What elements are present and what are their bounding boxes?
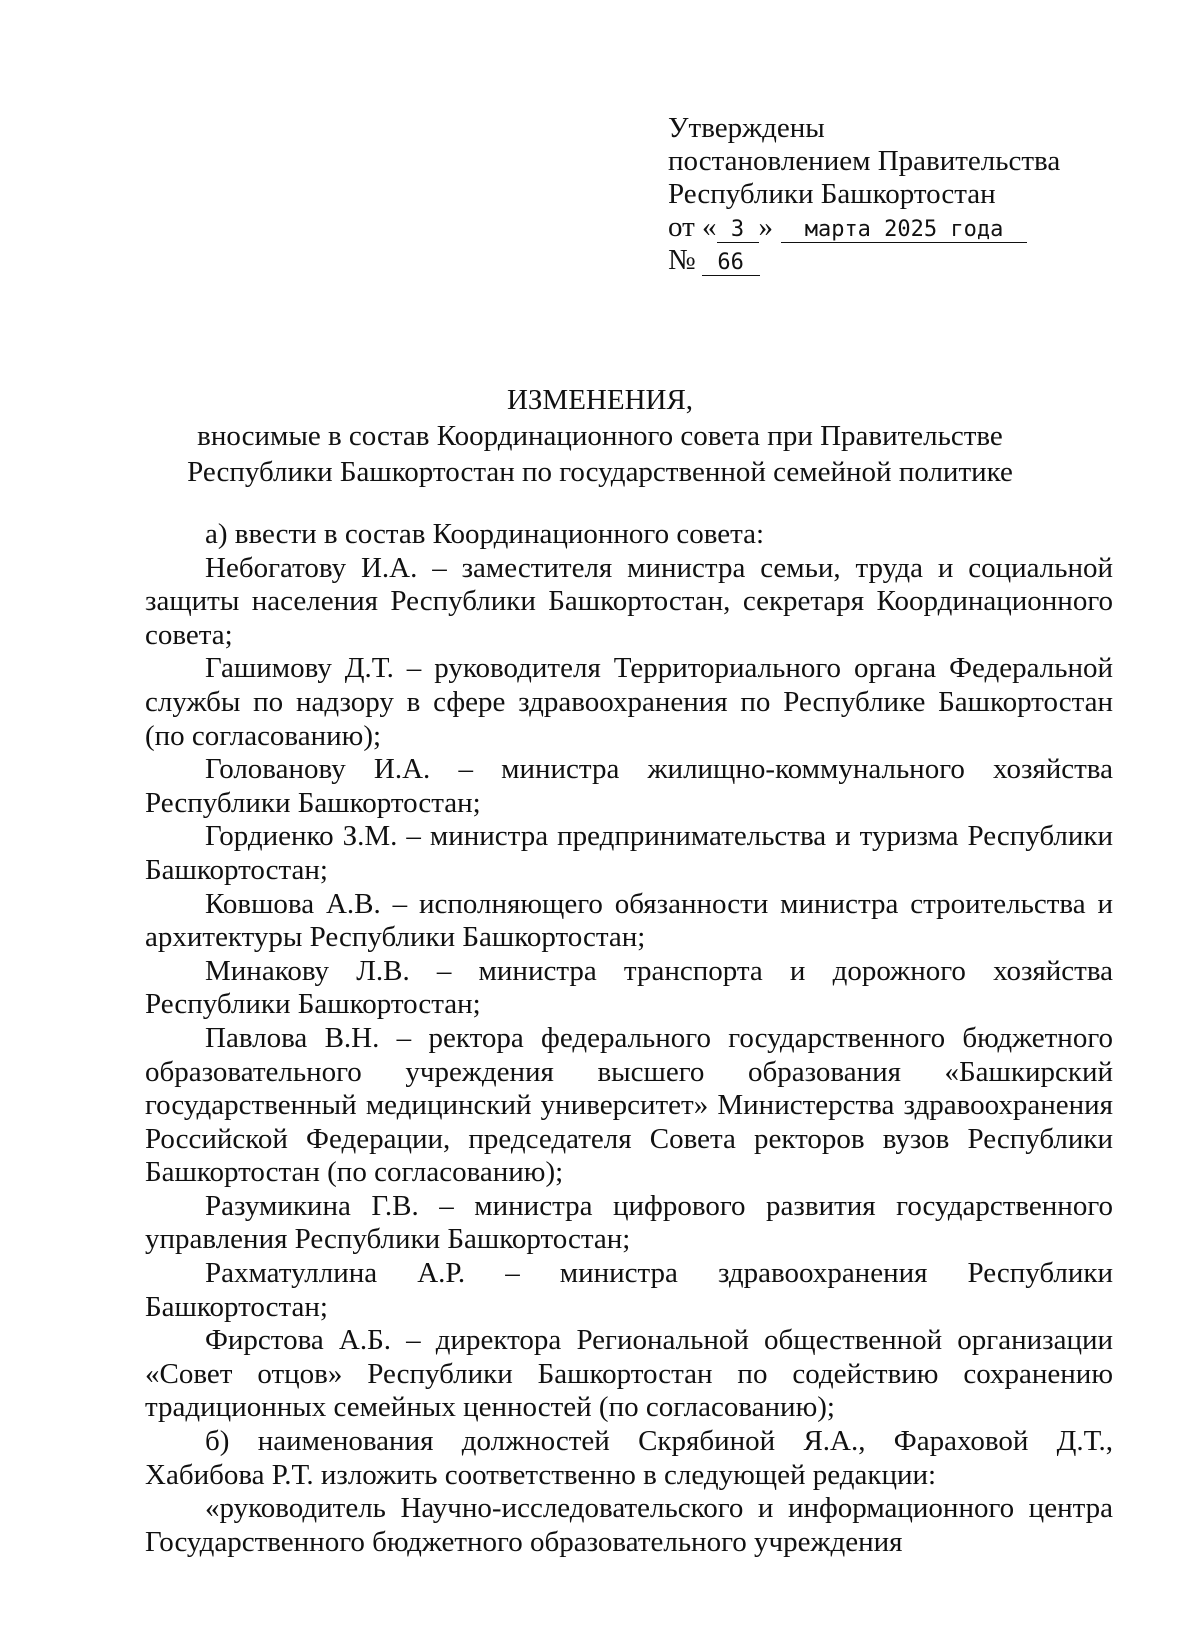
- date-month-year: марта 2025 года: [781, 218, 1027, 243]
- date-mid: »: [758, 211, 774, 243]
- paragraph: Ковшова А.В. – исполняющего обязанности министра строительства и архитектуры Республики Башкортостан;: [145, 887, 1113, 954]
- approval-stamp: [668, 112, 1060, 277]
- approval-number: [668, 244, 1060, 277]
- title-sub-1: вносимые в состав Координационного совета при Правительстве: [197, 420, 1003, 452]
- approval-line-2: постановлением Правительства: [668, 145, 1061, 177]
- paragraph: а) ввести в состав Координационного совета:: [205, 518, 765, 550]
- paragraph: Небогатову И.А. – заместителя министра семьи, труда и социальной защиты населения Республики Башкортостан, секретаря Координационного совета;: [145, 551, 1113, 651]
- paragraph: Рахматуллина А.Р. – министра здравоохранения Республики Башкортостан;: [145, 1257, 1113, 1323]
- document-body: [145, 518, 1113, 1559]
- paragraph: Разумикина Г.В. – министра цифрового развития государственного управления Республики Башкортостан;: [145, 1189, 1113, 1256]
- paragraph: Фирстова А.Б. – директора Региональной общественной организации «Совет отцов» Республики Башкортостан по содействию сохранению традиционных семейных ценностей (по согласованию);: [145, 1324, 1113, 1424]
- approval-line-1: Утверждены: [668, 112, 825, 144]
- document-title: [140, 382, 1060, 490]
- date-day: 3: [717, 218, 759, 243]
- paragraph: Гашимову Д.Т. – руководителя Территориального органа Федеральной службы по надзору в сфере здравоохранения по Республике Башкортостан (по согласованию);: [145, 652, 1113, 752]
- paragraph: Минакову Л.В. – министра транспорта и дорожного хозяйства Республики Башкортостан;: [145, 954, 1113, 1021]
- paragraph: «руководитель Научно-исследовательского и информационного центра Государственного бюджетного образовательного учреждения: [145, 1492, 1113, 1558]
- date-prefix: от «: [668, 211, 717, 243]
- paragraph: Гордиенко З.М. – министра предпринимательства и туризма Республики Башкортостан;: [145, 820, 1113, 886]
- number-prefix: №: [668, 244, 696, 276]
- title-sub-2: Республики Башкортостан по государственной семейной политике: [187, 456, 1013, 488]
- paragraph: Голованову И.А. – министра жилищно-коммунального хозяйства Республики Башкортостан;: [145, 753, 1113, 819]
- paragraph: б) наименования должностей Скрябиной Я.А., Фараховой Д.Т., Хабибова Р.Т. изложить соответственно в следующей редакции:: [145, 1425, 1113, 1491]
- document-number: 66: [702, 251, 760, 276]
- approval-line-3: Республики Башкортостан: [668, 178, 996, 210]
- paragraph: Павлова В.Н. – ректора федерального государственного бюджетного образовательного учреждения высшего образования «Башкирский государственный медицинский университет» Министерства здравоохранения Российской Федерации, председателя Совета ректоров вузов Республики Башкортостан (по согласованию);: [145, 1021, 1113, 1189]
- approval-date: [668, 211, 1060, 244]
- title-main: ИЗМЕНЕНИЯ,: [506, 384, 694, 416]
